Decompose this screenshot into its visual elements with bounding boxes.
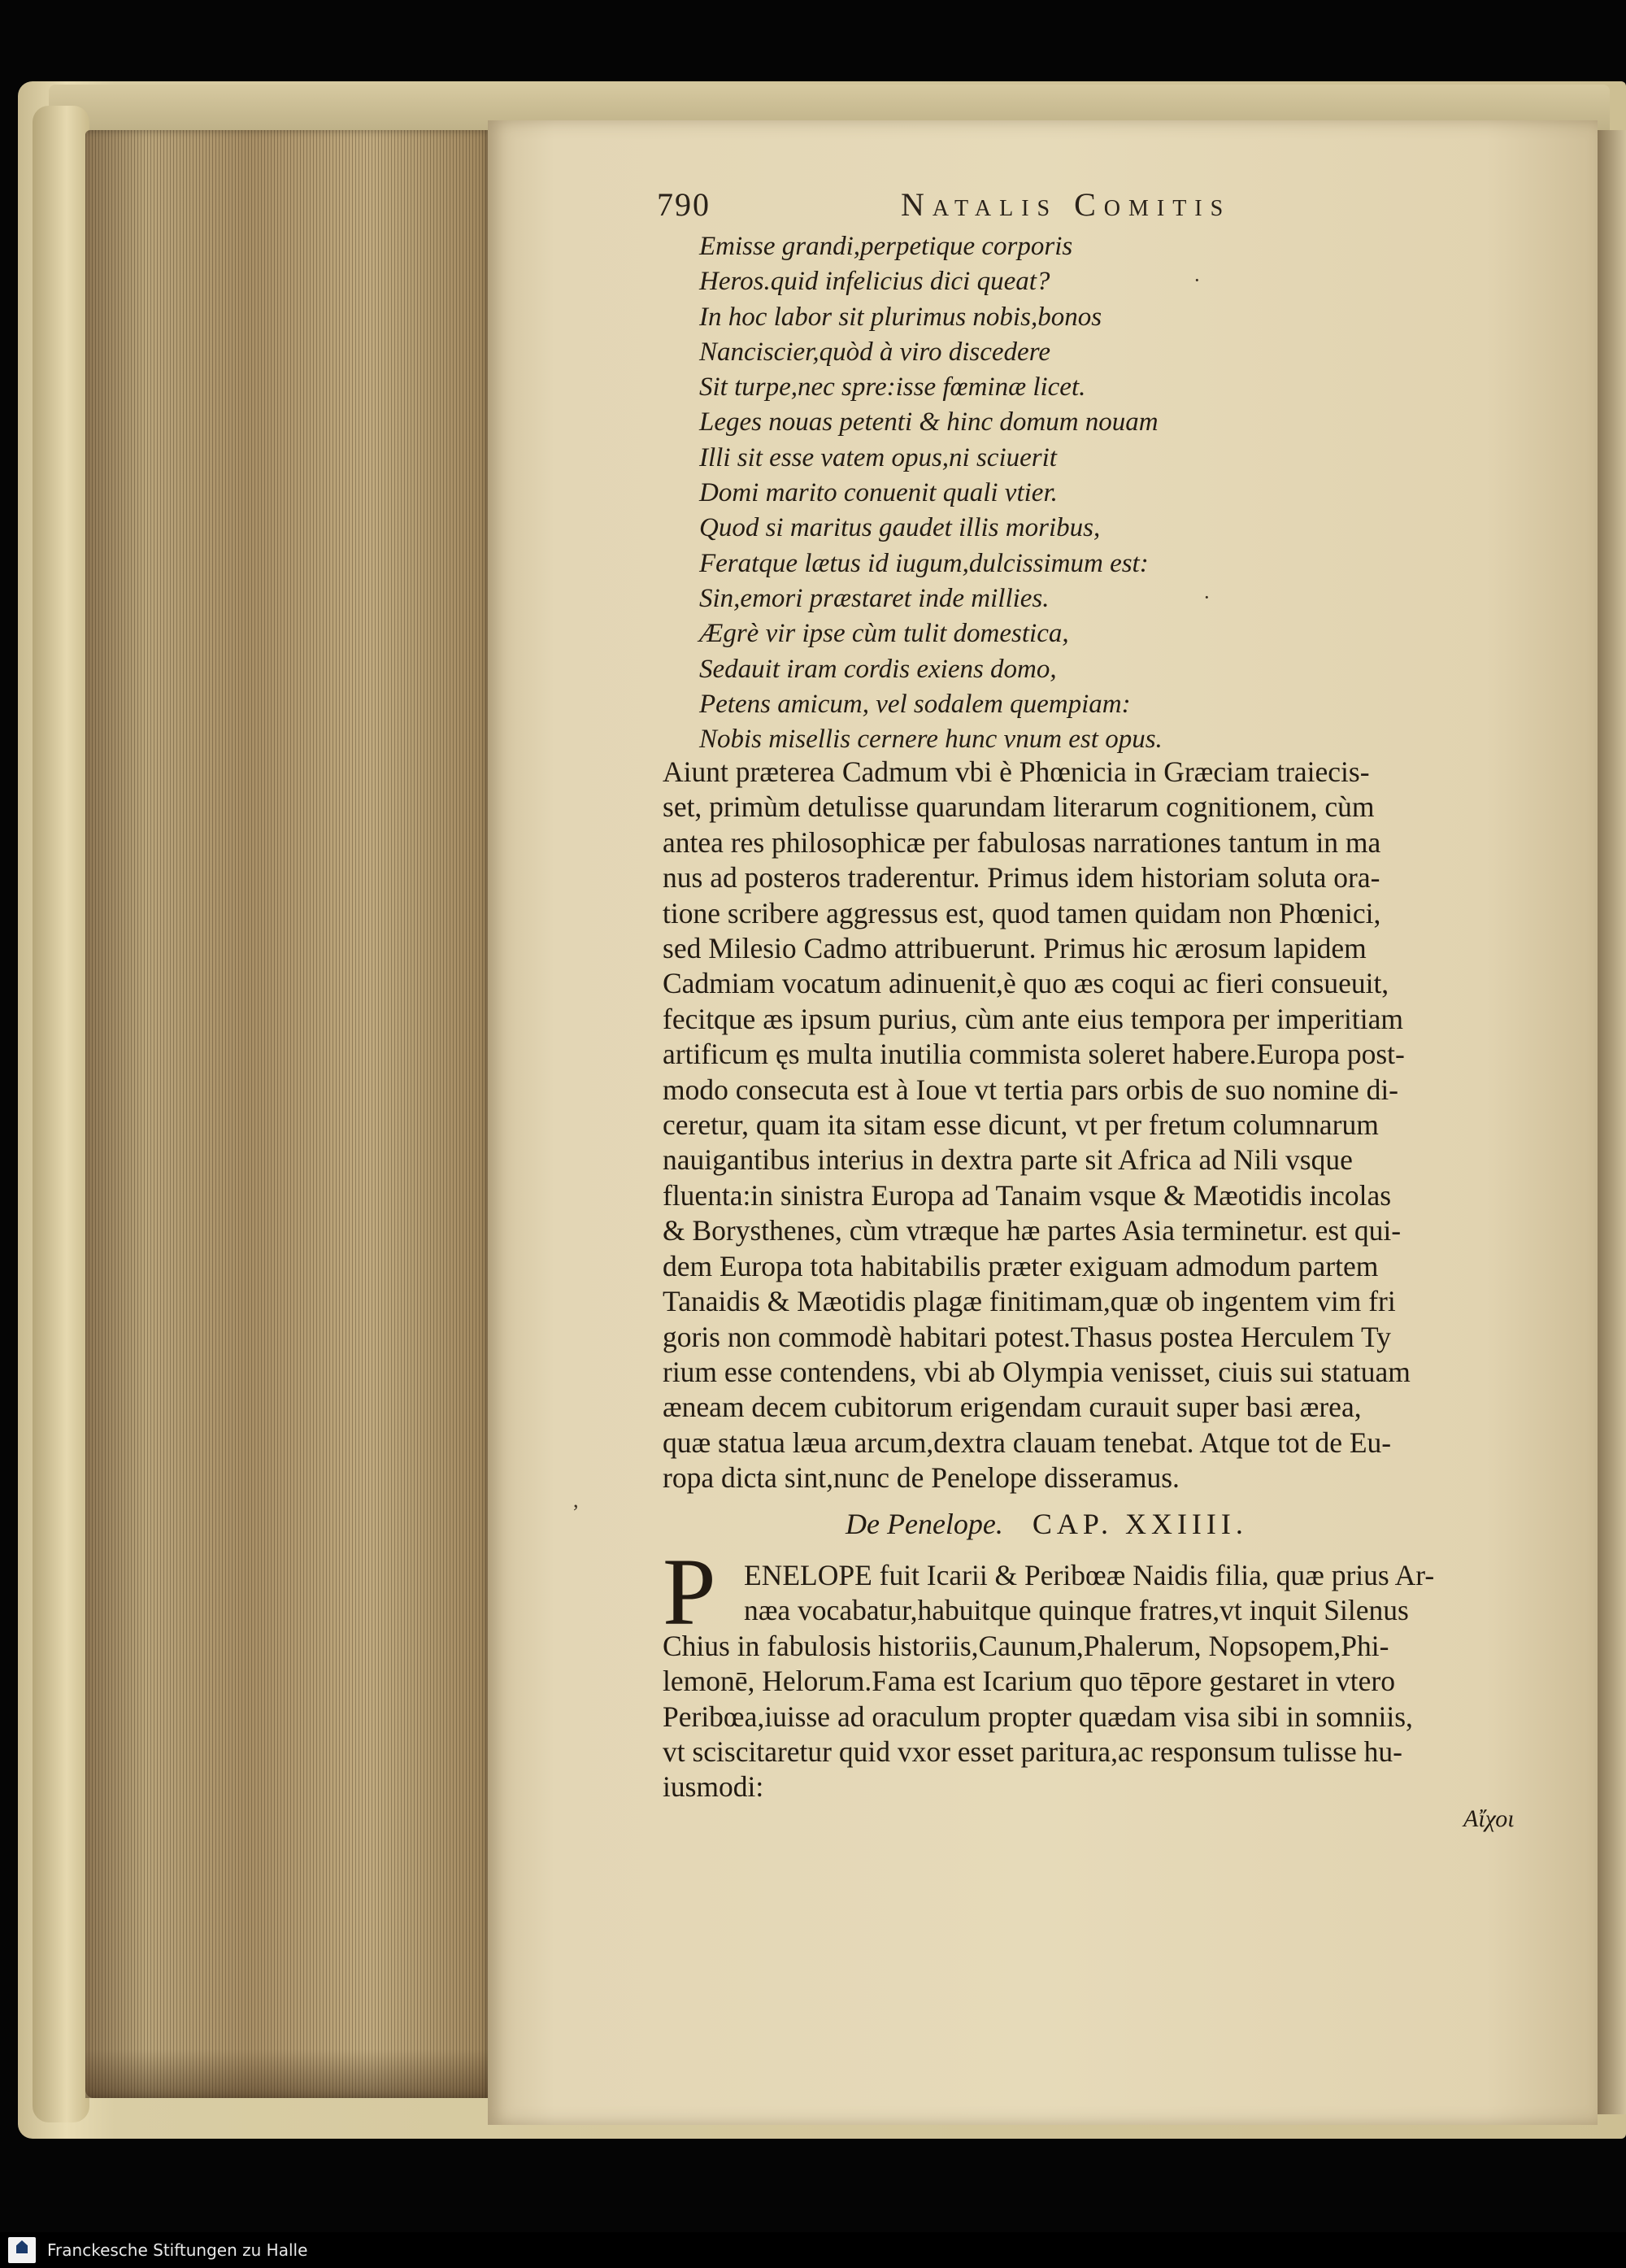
verse-block — [699, 229, 1431, 757]
verse-line: In hoc labor sit plurimus nobis,bonos — [699, 302, 1102, 332]
prose-line: Cadmiam vocatum adinuenit,è quo æs coqui ac fieri consueuit, — [663, 967, 1389, 1000]
institution-name: Franckesche Stiftungen zu Halle — [47, 2240, 308, 2260]
ink-speck: · — [1193, 268, 1201, 292]
chapter-line: Peribœa,iuisse ad oraculum propter quædam visa sibi in somniis, — [663, 1700, 1413, 1733]
page-header — [657, 185, 1519, 234]
chapter-name: De Penelope. — [846, 1508, 1003, 1540]
verse-line: Heros.quid infelicius dici queat? — [699, 267, 1050, 297]
prose-line: ceretur, quam ita sitam esse dicunt, vt per fretum columnarum — [663, 1108, 1379, 1142]
prose-line: Tanaidis & Mæotidis plagæ finitimam,quæ ob ingentem vim fri — [663, 1285, 1396, 1318]
verse-line: Sedauit iram cordis exiens domo, — [699, 654, 1057, 684]
ink-speck: · — [1203, 586, 1211, 609]
prose-line: goris non commodè habitari potest.Thasus postea Herculem Ty — [663, 1320, 1391, 1353]
chapter-line: Chius in fabulosis historiis,Caunum,Phalerum, Nopsopem,Phi- — [663, 1629, 1389, 1662]
catchword: Αἴχοι — [1463, 1805, 1515, 1832]
verse-line: Petens amicum, vel sodalem quempiam: — [699, 689, 1131, 719]
drop-cap: P — [663, 1539, 716, 1645]
prose-line: & Borysthenes, cùm vtræque hæ partes Asia terminetur. est qui- — [663, 1214, 1402, 1247]
institution-logo-icon — [8, 2237, 36, 2263]
prose-line: tione scribere aggressus est, quod tamen quidam non Phœnici, — [663, 896, 1381, 929]
verse-line: Illi sit esse vatem opus,ni sciuerit — [699, 442, 1057, 472]
prose-line: set, primùm detulisse quarundam literarum cognitionem, cùm — [663, 790, 1375, 824]
verse-line: Sit turpe,nec spre:isse fœminæ licet. — [699, 372, 1086, 403]
prose-paragraph — [663, 755, 1533, 1496]
verse-line: Leges nouas petenti & hinc domum nouam — [699, 407, 1159, 437]
chapter-line: lemonē, Helorum.Fama est Icarium quo tēpore gestaret in vtero — [663, 1665, 1396, 1698]
prose-line: fluenta:in sinistra Europa ad Tanaim vsque & Mæotidis incolas — [663, 1178, 1392, 1212]
chapter-heading — [846, 1507, 1248, 1541]
prose-line: Aiunt præterea Cadmum vbi è Phœnicia in Græciam traiecis- — [663, 755, 1370, 788]
chapter-line: vt sciscitaretur quid vxor esset paritura,ac responsum tulisse hu- — [663, 1735, 1402, 1769]
prose-line: rium esse contendens, vbi ab Olympia venisset, ciuis sui statuam — [663, 1355, 1411, 1388]
page-fore-edge — [85, 130, 492, 2098]
running-head: Natalis Comitis — [901, 186, 1232, 223]
verse-line: Nobis misellis cernere hunc vnum est opus. — [699, 725, 1163, 755]
prose-line: nauigantibus interius in dextra parte sit Africa ad Nili vsque — [663, 1143, 1353, 1177]
verse-line: Sin,emori præstaret inde millies. — [699, 583, 1050, 613]
ink-speck: , — [573, 1488, 579, 1512]
page-number: 790 — [657, 186, 711, 223]
verse-line: Feratque lætus id iugum,dulcissimum est: — [699, 548, 1149, 578]
verse-line: Quod si maritus gaudet illis moribus, — [699, 513, 1101, 543]
prose-line: sed Milesio Cadmo attribuerunt. Primus hic ærosum lapidem — [663, 932, 1367, 965]
prose-line: æneam decem cubitorum erigendam curauit super basi ærea, — [663, 1391, 1362, 1424]
chapter-line: næa vocabatur,habuitque quinque fratres,vt inquit Silenus — [744, 1594, 1409, 1627]
footer-bar — [0, 2232, 1626, 2268]
chapter-line: iusmodi: — [663, 1770, 764, 1804]
chapter-paragraph — [663, 1558, 1533, 1805]
prose-line: dem Europa tota habitabilis præter exiguam admodum partem — [663, 1249, 1379, 1282]
prose-line: artificum ęs multa inutilia commista soleret habere.Europa post- — [663, 1038, 1405, 1071]
chapter-line: ENELOPE fuit Icarii & Peribœæ Naidis filia, quæ prius Ar- — [744, 1559, 1435, 1591]
verse-line: Domi marito conuenit quali vtier. — [699, 478, 1058, 508]
prose-line: nus ad posteros traderentur. Primus idem historiam soluta ora- — [663, 861, 1380, 895]
prose-line: modo consecuta est à Ioue vt tertia pars orbis de suo nomine di- — [663, 1073, 1399, 1106]
chapter-number: CAP. XXIIII. — [1032, 1508, 1248, 1540]
prose-line: quæ statua læua arcum,dextra clauam tenebat. Atque tot de Eu- — [663, 1426, 1392, 1459]
verse-line: Ægrè vir ipse cùm tulit domestica, — [699, 619, 1069, 649]
facing-page-sliver — [1598, 130, 1626, 2114]
cover-spine-edge — [33, 106, 89, 2122]
prose-line: fecitque æs ipsum purius, cùm ante eius tempora per imperitiam — [663, 1002, 1403, 1035]
verse-line: Nanciscier,quòd à viro discedere — [699, 337, 1050, 367]
prose-line: ropa dicta sint,nunc de Penelope disseramus. — [663, 1461, 1180, 1495]
prose-line: antea res philosophicæ per fabulosas narrationes tantum in ma — [663, 825, 1381, 859]
verse-line: Emisse grandi,perpetique corporis — [699, 232, 1073, 261]
